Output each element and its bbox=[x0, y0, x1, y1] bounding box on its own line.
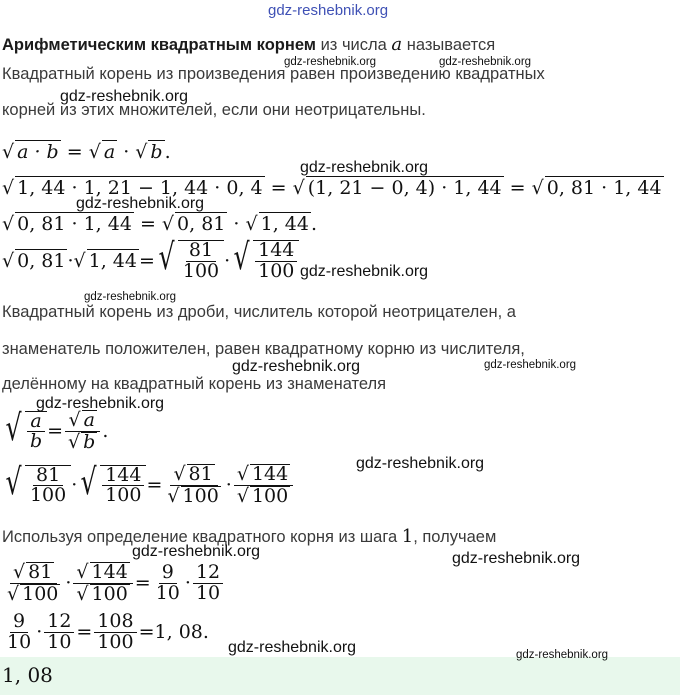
watermark: gdz-reshebnik.org bbox=[76, 195, 205, 212]
watermark-small: gdz-reshebnik.org bbox=[516, 649, 609, 661]
rule1-line2: корней из этих множителей, если они неотрицательны. bbox=[2, 101, 426, 119]
watermark-top: gdz-reshebnik.org bbox=[268, 2, 389, 19]
watermark: gdz-reshebnik.org bbox=[356, 455, 485, 472]
equation-to-fractions: √ 0, 81 · √ 1, 44 = √ $\frac{81}{100}$ · √ $\frac{144}{100}$ bbox=[2, 240, 299, 282]
answer-panel bbox=[0, 649, 680, 695]
answer-value: 1, 08 bbox=[2, 663, 53, 687]
equation-split-fractions: √ $\frac{81}{100}$ · √ $\frac{144}{100}$ = $\frac{√ 81}{√ 100}$ · $\frac{√ 144}{√ 100}$ bbox=[2, 464, 295, 507]
intro-line bbox=[2, 34, 495, 55]
step-line: Используя определение квадратного корня из шага 1, получаем bbox=[2, 526, 497, 547]
definition-term: Арифметическим квадратным корнем bbox=[2, 36, 316, 54]
watermark: gdz-reshebnik.org bbox=[60, 88, 189, 105]
equation-quotient-rule: √ $\frac{a}{b}$ = $\frac{√ a}{√ b}$ . bbox=[5, 407, 109, 453]
watermark: gdz-reshebnik.org bbox=[300, 159, 429, 176]
watermark-small: gdz-reshebnik.org bbox=[84, 291, 177, 303]
watermark-small: gdz-reshebnik.org bbox=[284, 56, 377, 68]
intro-tail: называется bbox=[402, 36, 496, 54]
watermark-small: gdz-reshebnik.org bbox=[484, 359, 577, 371]
watermark: gdz-reshebnik.org bbox=[452, 550, 581, 567]
rule2-line1: Квадратный корень из дроби, числитель которой неотрицателен, а bbox=[2, 303, 516, 321]
equation-factor: √ 1, 44 · 1, 21 − 1, 44 · 0, 4 = √ (1, 21 − 0, 4) · 1, 44 = √ 0, 81 · 1, 44 bbox=[2, 177, 662, 199]
rule1-line1: Квадратный корень из произведения равен произведению квадратных bbox=[2, 65, 545, 83]
rule2-line2: знаменатель положителен, равен квадратному корню из числителя, bbox=[2, 340, 525, 358]
intro-rest: из числа bbox=[316, 36, 392, 54]
watermark: gdz-reshebnik.org bbox=[228, 639, 357, 656]
watermark: gdz-reshebnik.org bbox=[132, 543, 261, 560]
equation-product-rule: √ a · b = √ a · √ b . bbox=[2, 141, 171, 163]
watermark: gdz-reshebnik.org bbox=[232, 358, 361, 375]
watermark-small: gdz-reshebnik.org bbox=[439, 56, 532, 68]
watermark: gdz-reshebnik.org bbox=[300, 263, 429, 280]
rule2-line3: делённому на квадратный корень из знаменателя bbox=[2, 375, 387, 393]
equation-split: √ 0, 81 · 1, 44 = √ 0, 81 · √ 1, 44 . bbox=[2, 213, 318, 235]
equation-final: $\frac{9}{10}$ · $\frac{12}{10}$ = $\frac{108}{100}$ = 1, 08 . bbox=[7, 610, 209, 653]
var-a: a bbox=[391, 34, 403, 55]
watermark: gdz-reshebnik.org bbox=[36, 395, 165, 412]
equation-evaluate-roots: $\frac{√ 81}{√ 100}$ · $\frac{√ 144}{√ 100}$ = $\frac{9}{10}$ · $\frac{12}{10}$ bbox=[2, 562, 225, 605]
